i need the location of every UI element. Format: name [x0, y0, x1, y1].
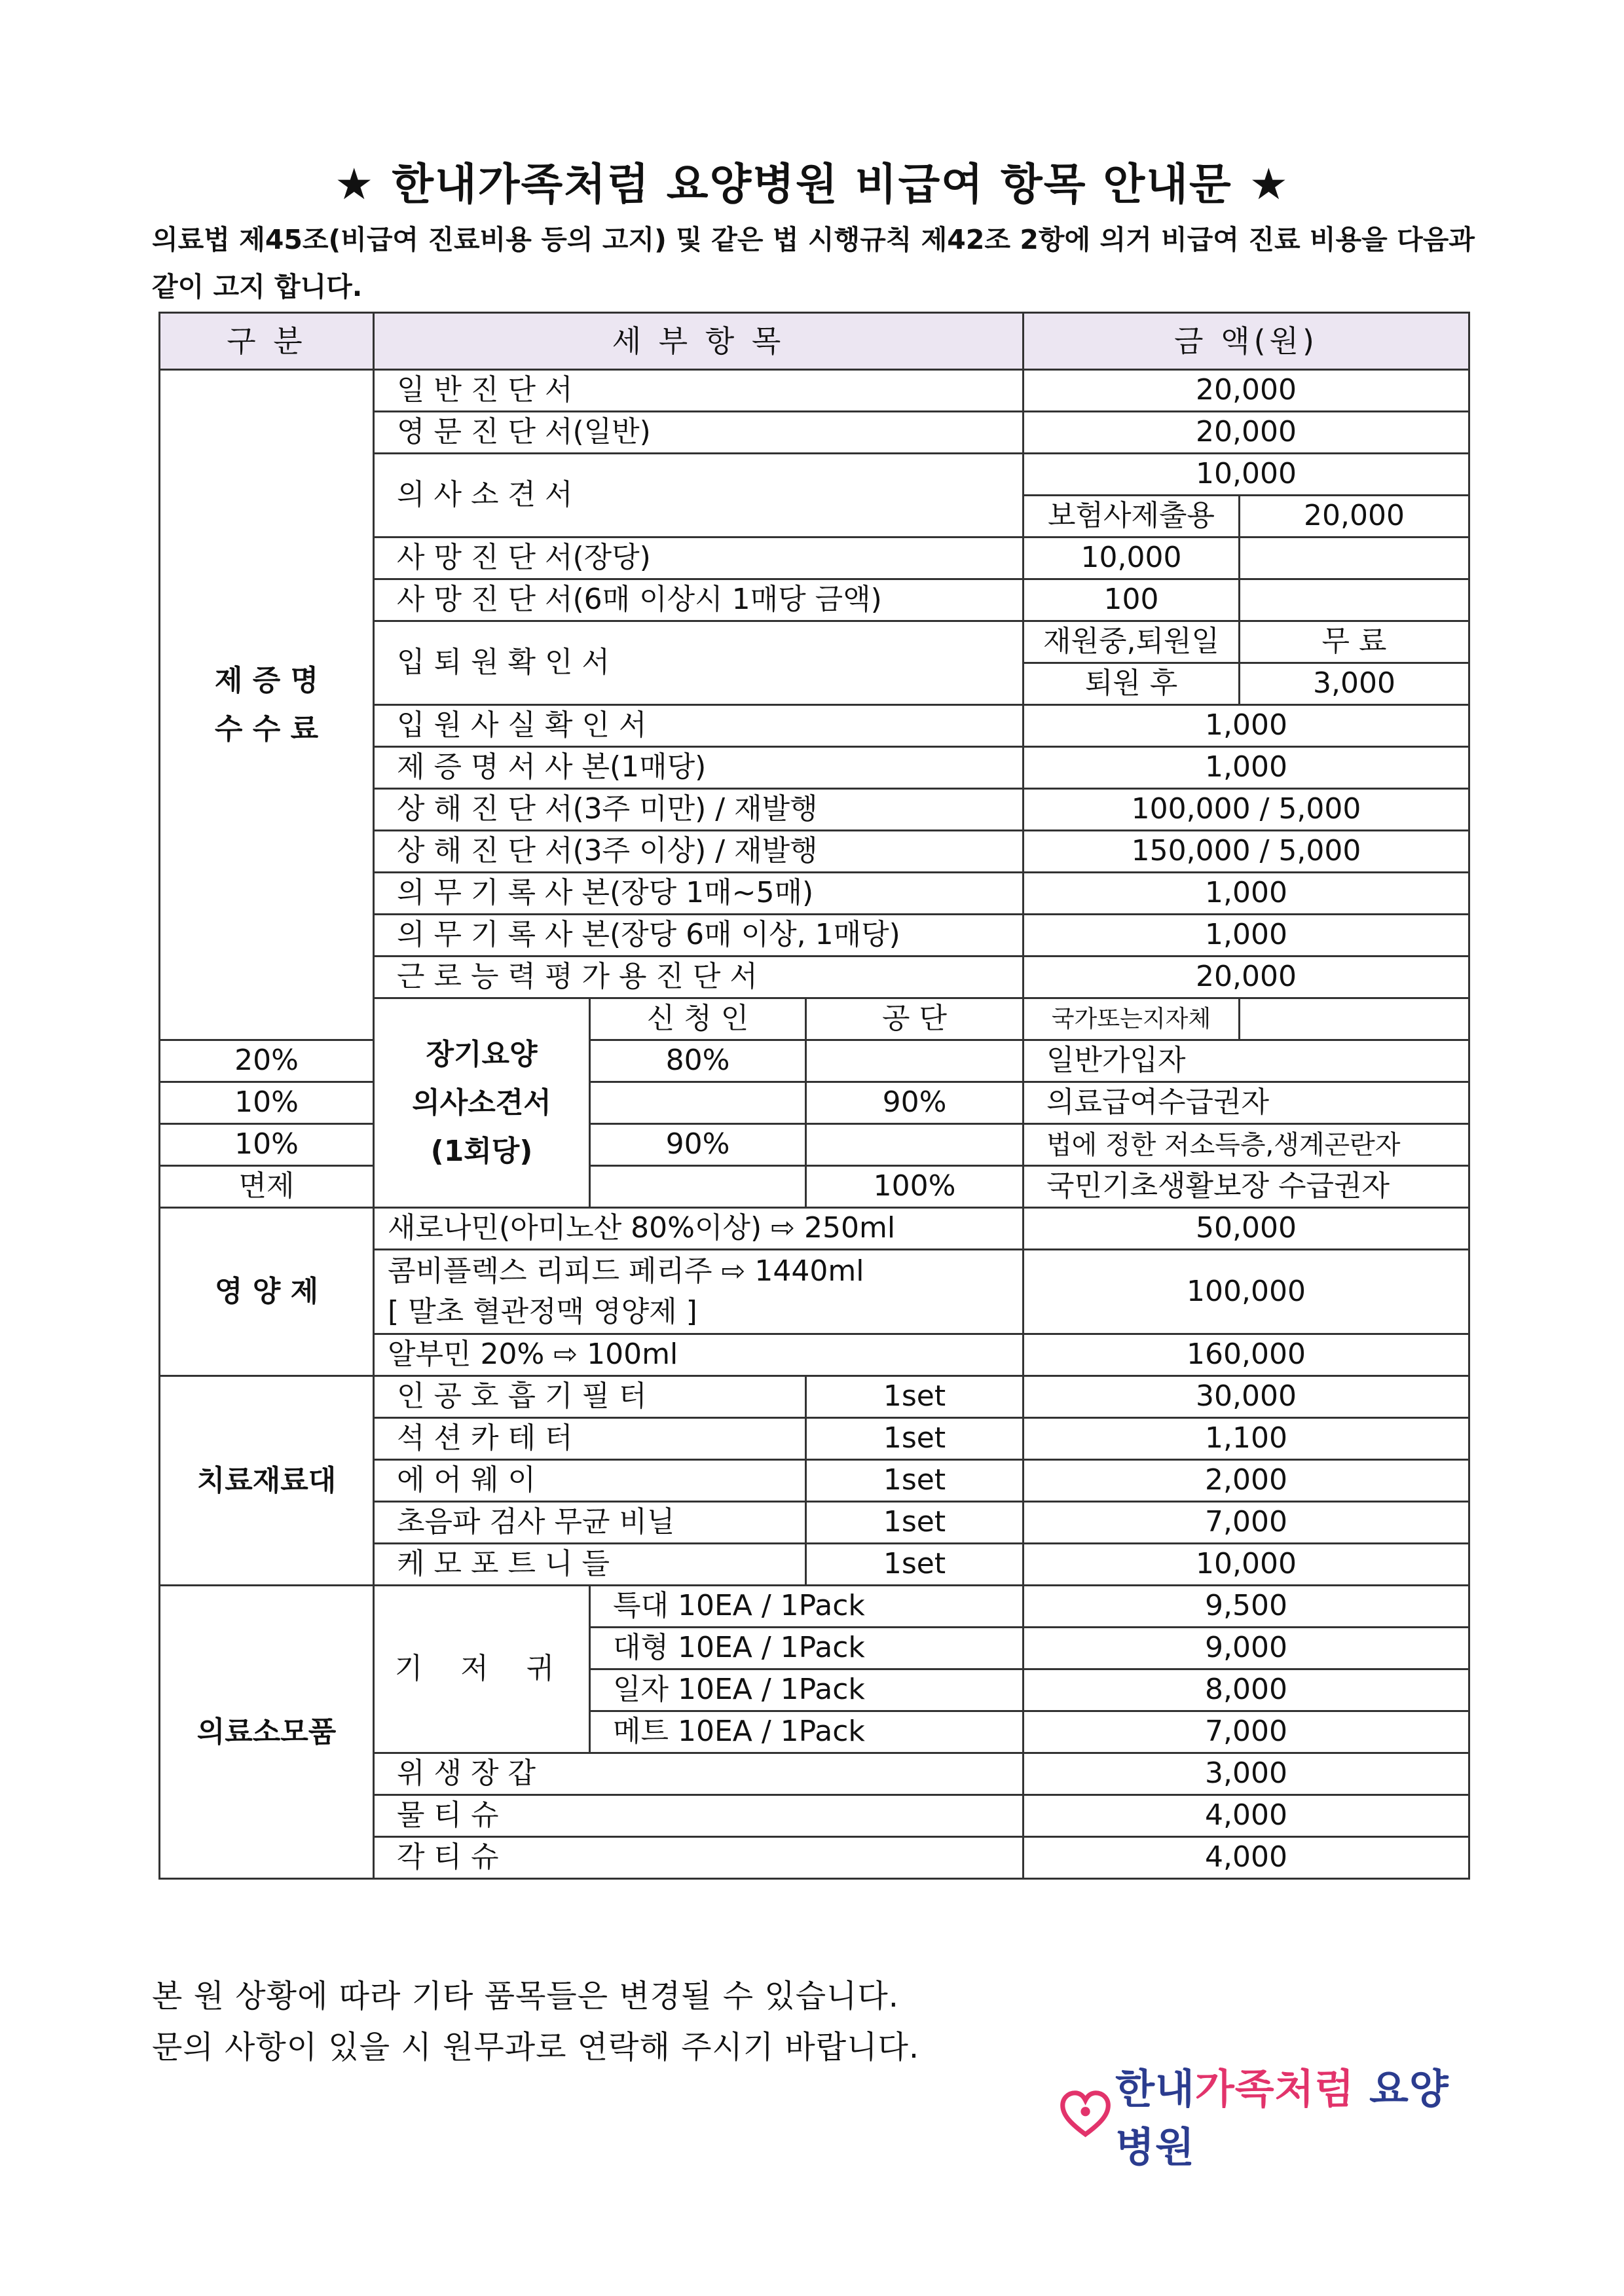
item-amount: 7,000: [1024, 1502, 1469, 1544]
item-label: 의 무 기 록 사 본(장당 1매~5매): [374, 873, 1024, 915]
footer-line: 본 원 상황에 따라 기타 품목들은 변경될 수 있습니다.: [152, 1978, 900, 2014]
item-amount: 9,000: [1024, 1628, 1469, 1669]
hospital-logo: [1060, 2065, 1479, 2171]
item-label: [374, 1250, 1024, 1334]
item-amount: 4,000: [1024, 1837, 1469, 1879]
rate-corp: [590, 1082, 806, 1124]
item-label-line: 콤비플렉스 리피드 페리주 ⇨ 1440ml: [388, 1254, 864, 1288]
item-amount: 1,000: [1024, 747, 1469, 789]
item-label: 특대 10EA / 1Pack: [590, 1586, 1024, 1628]
item-amount: 9,500: [1024, 1586, 1469, 1628]
rate-gov: 90%: [806, 1082, 1024, 1124]
item-label: 의 사 소 견 서: [374, 454, 1024, 538]
star-icon: ★: [1249, 159, 1289, 210]
item-amount: 3,000: [1024, 1753, 1469, 1795]
item-label: 근 로 능 력 평 가 용 진 단 서: [374, 957, 1024, 998]
item-unit: 1set: [806, 1460, 1024, 1502]
item-amount: 10,000: [1024, 454, 1469, 496]
item-label: 에 어 웨 이: [374, 1460, 806, 1502]
item-amount: 10,000: [1024, 1544, 1469, 1586]
item-label: 알부민 20% ⇨ 100ml: [374, 1334, 1024, 1376]
item-amount: 100: [1024, 579, 1240, 621]
item-sub-amount: 20,000: [1240, 496, 1469, 538]
rate-applicant: 10%: [160, 1082, 374, 1124]
logo-text-part: 가족처럼: [1194, 2065, 1355, 2113]
table-row: [160, 1166, 1469, 1208]
item-label: 석 션 카 테 터: [374, 1418, 806, 1460]
logo-text: [1115, 2056, 1479, 2173]
rate-desc: 의료급여수급권자: [1024, 1082, 1469, 1124]
rate-applicant: 10%: [160, 1124, 374, 1166]
item-label: 위 생 장 갑: [374, 1753, 1024, 1795]
logo-text-part: 요양병원: [1115, 2065, 1449, 2171]
item-label: 입 원 사 실 확 인 서: [374, 705, 1024, 747]
table-row: [160, 1586, 1469, 1628]
item-label: 각 티 슈: [374, 1837, 1024, 1879]
item-label: 인 공 호 흡 기 필 터: [374, 1376, 806, 1418]
category-consumables: 의료소모품: [160, 1586, 374, 1879]
item-sub-amount: 3,000: [1240, 663, 1469, 705]
item-amount: 150,000 / 5,000: [1024, 831, 1469, 873]
rate-applicant: 면제: [160, 1166, 374, 1208]
rate-gov: 100%: [806, 1166, 1024, 1208]
col-corp: 공 단: [806, 998, 1024, 1040]
item-amount: 30,000: [1024, 1376, 1469, 1418]
rate-desc: 법에 정한 저소득층,생계곤란자: [1024, 1124, 1469, 1166]
item-label: 제 증 명 서 사 본(1매당): [374, 747, 1024, 789]
item-label: 영 문 진 단 서(일반): [374, 412, 1024, 454]
intro-text: 의료법 제45조(비급여 진료비용 등의 고지) 및 같은 법 시행규칙 제42조 2항에 의거 비급여 진료 비용을 다음과 같이 고지 합니다.: [152, 224, 1475, 302]
rate-gov: [806, 1124, 1024, 1166]
item-label: 메트 10EA / 1Pack: [590, 1711, 1024, 1753]
rate-corp: [590, 1166, 806, 1208]
category-certificates: 제 증 명 수 수 료: [160, 370, 374, 1040]
item-amount: 8,000: [1024, 1669, 1469, 1711]
item-label: 입 퇴 원 확 인 서: [374, 621, 1024, 705]
item-label: 새로나민(아미노산 80%이상) ⇨ 250ml: [374, 1208, 1024, 1250]
table-row: [160, 370, 1469, 412]
empty-cell: [1240, 998, 1469, 1040]
footer-notice: [152, 1971, 919, 2073]
item-label-line: [ 말초 혈관정맥 영양제 ]: [388, 1295, 697, 1328]
item-label: 대형 10EA / 1Pack: [590, 1628, 1024, 1669]
empty-cell: [1240, 579, 1469, 621]
item-label: 케 모 포 트 니 들: [374, 1544, 806, 1586]
item-unit: 1set: [806, 1544, 1024, 1586]
item-amount: 20,000: [1024, 412, 1469, 454]
item-label: 일 반 진 단 서: [374, 370, 1024, 412]
rate-corp: 80%: [590, 1040, 806, 1082]
item-amount: 20,000: [1024, 957, 1469, 998]
page-title: [0, 149, 1624, 211]
item-label: 의 무 기 록 사 본(장당 6매 이상, 1매당): [374, 915, 1024, 957]
table-row: [160, 1082, 1469, 1124]
item-label: 사 망 진 단 서(6매 이상시 1매당 금액): [374, 579, 1024, 621]
table-row: [160, 1124, 1469, 1166]
rate-applicant: 20%: [160, 1040, 374, 1082]
fee-table: [158, 312, 1470, 1880]
item-label: 일자 10EA / 1Pack: [590, 1669, 1024, 1711]
item-sub-label: 보험사제출용: [1024, 496, 1240, 538]
rate-desc: 일반가입자: [1024, 1040, 1469, 1082]
item-sub-amount: 무 료: [1240, 621, 1469, 663]
item-amount: 1,000: [1024, 915, 1469, 957]
item-amount: 20,000: [1024, 370, 1469, 412]
rate-desc: 국민기초생활보장 수급권자: [1024, 1166, 1469, 1208]
rate-gov: [806, 1040, 1024, 1082]
col-gov: 국가또는지자체: [1024, 998, 1240, 1040]
item-amount: 100,000 / 5,000: [1024, 789, 1469, 831]
category-nutrition: 영 양 제: [160, 1208, 374, 1376]
item-amount: 1,000: [1024, 705, 1469, 747]
item-amount: 100,000: [1024, 1250, 1469, 1334]
item-amount: 4,000: [1024, 1795, 1469, 1837]
category-longterm: 장기요양 의사소견서 (1회당): [374, 998, 590, 1208]
empty-cell: [1240, 538, 1469, 579]
item-unit: 1set: [806, 1418, 1024, 1460]
title-text: 한내가족처럼 요양병원 비급여 항목 안내문: [392, 159, 1232, 210]
item-amount: 7,000: [1024, 1711, 1469, 1753]
item-unit: 1set: [806, 1376, 1024, 1418]
item-amount: 1,100: [1024, 1418, 1469, 1460]
item-label: 상 해 진 단 서(3주 이상) / 재발행: [374, 831, 1024, 873]
footer-line: 문의 사항이 있을 시 원무과로 연락해 주시기 바랍니다.: [152, 2029, 920, 2066]
item-label: 초음파 검사 무균 비닐: [374, 1502, 806, 1544]
header-category: 구 분: [160, 313, 374, 370]
item-amount: 50,000: [1024, 1208, 1469, 1250]
star-icon: ★: [335, 159, 375, 210]
table-row: [160, 1040, 1469, 1082]
col-applicant: 신 청 인: [590, 998, 806, 1040]
logo-text-part: 한내: [1115, 2065, 1195, 2113]
item-label: 사 망 진 단 서(장당): [374, 538, 1024, 579]
table-row: [160, 1376, 1469, 1418]
header-amount: 금 액(원): [1024, 313, 1469, 370]
item-unit: 1set: [806, 1502, 1024, 1544]
category-materials: 치료재료대: [160, 1376, 374, 1586]
item-sub-label: 퇴원 후: [1024, 663, 1240, 705]
heart-icon: [1060, 2085, 1111, 2144]
rate-corp: 90%: [590, 1124, 806, 1166]
item-label-diaper: 기 저 귀: [374, 1586, 590, 1753]
item-amount: 1,000: [1024, 873, 1469, 915]
item-amount: 10,000: [1024, 538, 1240, 579]
table-row: [160, 1208, 1469, 1250]
item-amount: 160,000: [1024, 1334, 1469, 1376]
header-detail: 세 부 항 목: [374, 313, 1024, 370]
item-label: 물 티 슈: [374, 1795, 1024, 1837]
table-header-row: [160, 313, 1469, 370]
item-sub-label: 재원중,퇴원일: [1024, 621, 1240, 663]
item-amount: 2,000: [1024, 1460, 1469, 1502]
item-label: 상 해 진 단 서(3주 미만) / 재발행: [374, 789, 1024, 831]
